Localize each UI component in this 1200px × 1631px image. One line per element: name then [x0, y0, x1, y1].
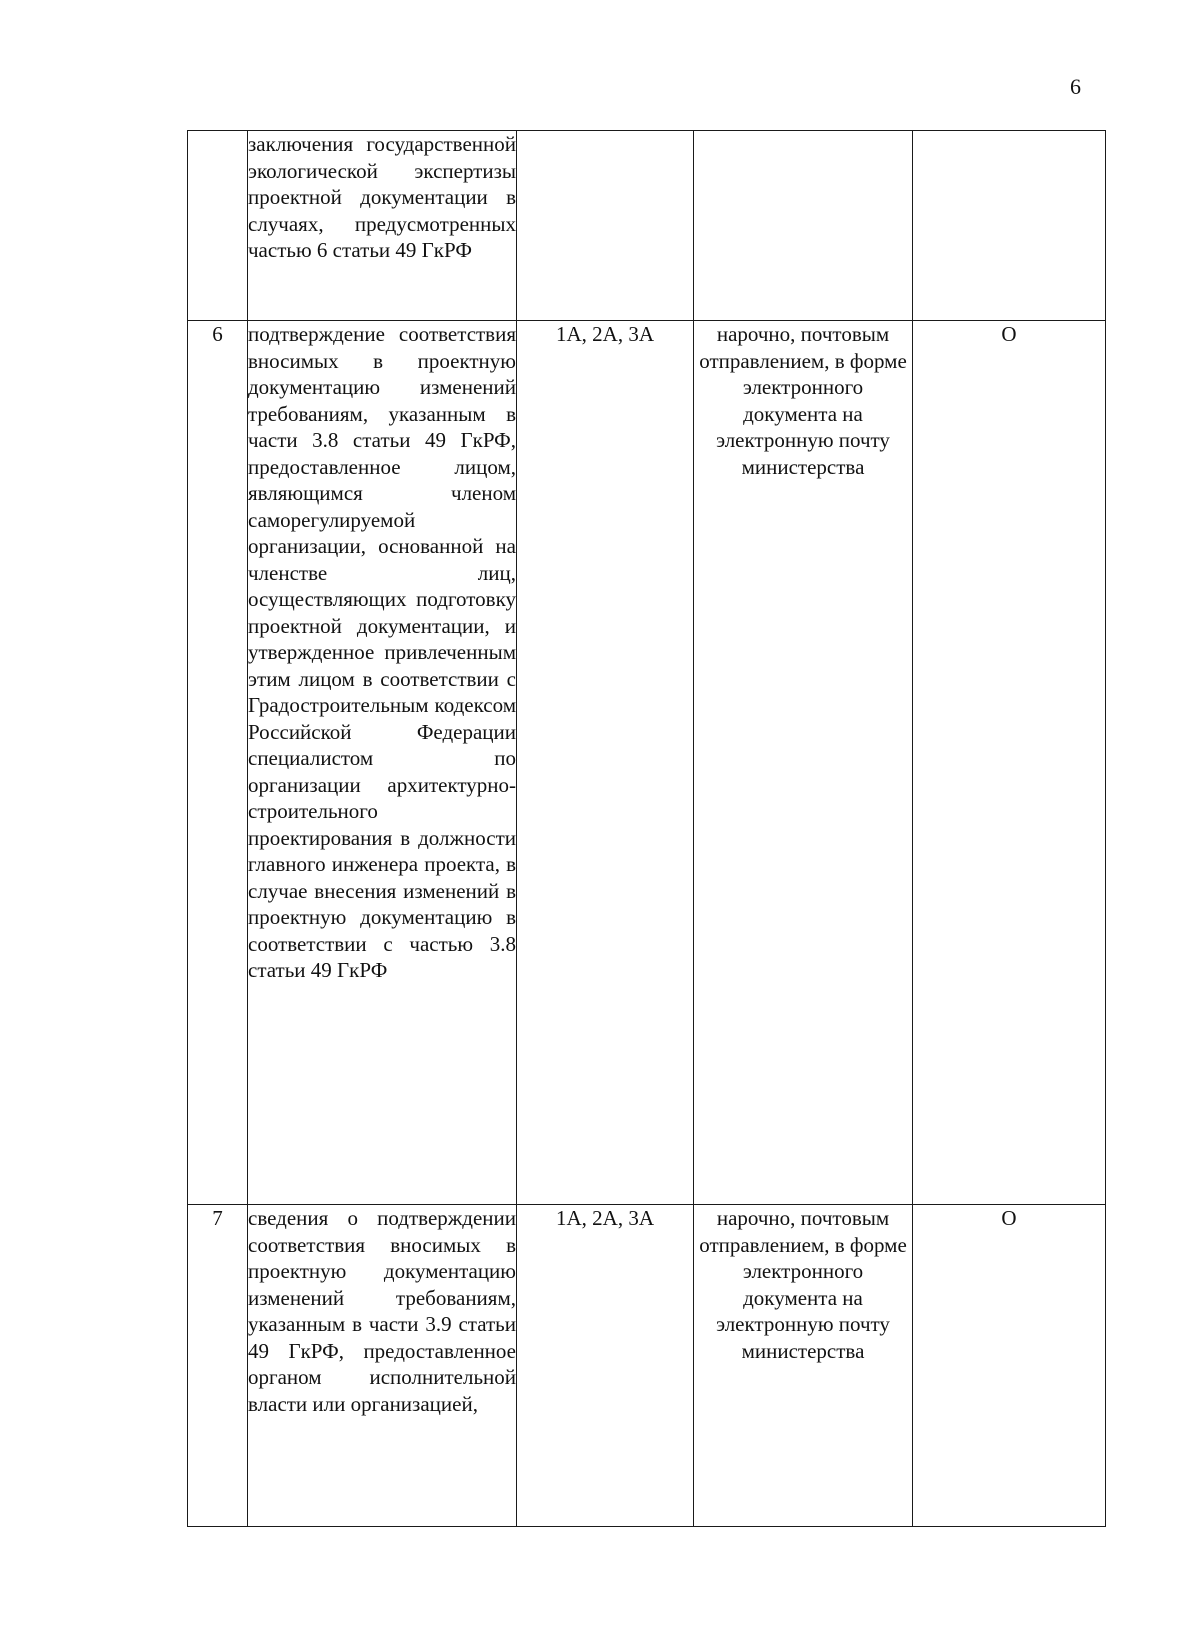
applicant-category: 1А, 2А, 3А [517, 1205, 694, 1527]
document-form [913, 131, 1106, 321]
submission-method: нарочно, почтовым отправлением, в форме электронного документа на электронную почту министерства [694, 1205, 913, 1527]
applicant-category: 1А, 2А, 3А [517, 321, 694, 1205]
row-number [188, 131, 248, 321]
page-number: 6 [1070, 74, 1081, 99]
applicant-category [517, 131, 694, 321]
documents-table [187, 130, 1106, 1527]
submission-method [694, 131, 913, 321]
table-row [188, 1205, 1106, 1527]
submission-method: нарочно, почтовым отправлением, в форме электронного документа на электронную почту министерства [694, 321, 913, 1205]
table-row [188, 321, 1106, 1205]
row-number: 6 [188, 321, 248, 1205]
document-name: подтверждение соответствия вносимых в проектную документацию изменений требованиям, указанным в части 3.8 статьи 49 ГкРФ, предоставленное лицом, являющимся членом саморегулируемой организации, основанной на членстве лиц, осуществляющих подготовку проектной документации, и утвержденное привлеченным этим лицом в соответствии с Градостроительным кодексом Российской Федерации специалистом по организации архитектурно-строительного проектирования в должности главного инженера проекта, в случае внесения изменений в проектную документацию в соответствии с частью 3.8 статьи 49 ГкРФ [248, 321, 517, 1205]
row-number: 7 [188, 1205, 248, 1527]
document-name: сведения о подтверждении соответствия вносимых в проектную документацию изменений требованиям, указанным в части 3.9 статьи 49 ГкРФ, предоставленное органом исполнительной власти или организацией, [248, 1205, 517, 1527]
table-row [188, 131, 1106, 321]
document-form: О [913, 1205, 1106, 1527]
document-name: заключения государственной экологической экспертизы проектной документации в случаях, предусмотренных частью 6 статьи 49 ГкРФ [248, 131, 517, 321]
document-form: О [913, 321, 1106, 1205]
